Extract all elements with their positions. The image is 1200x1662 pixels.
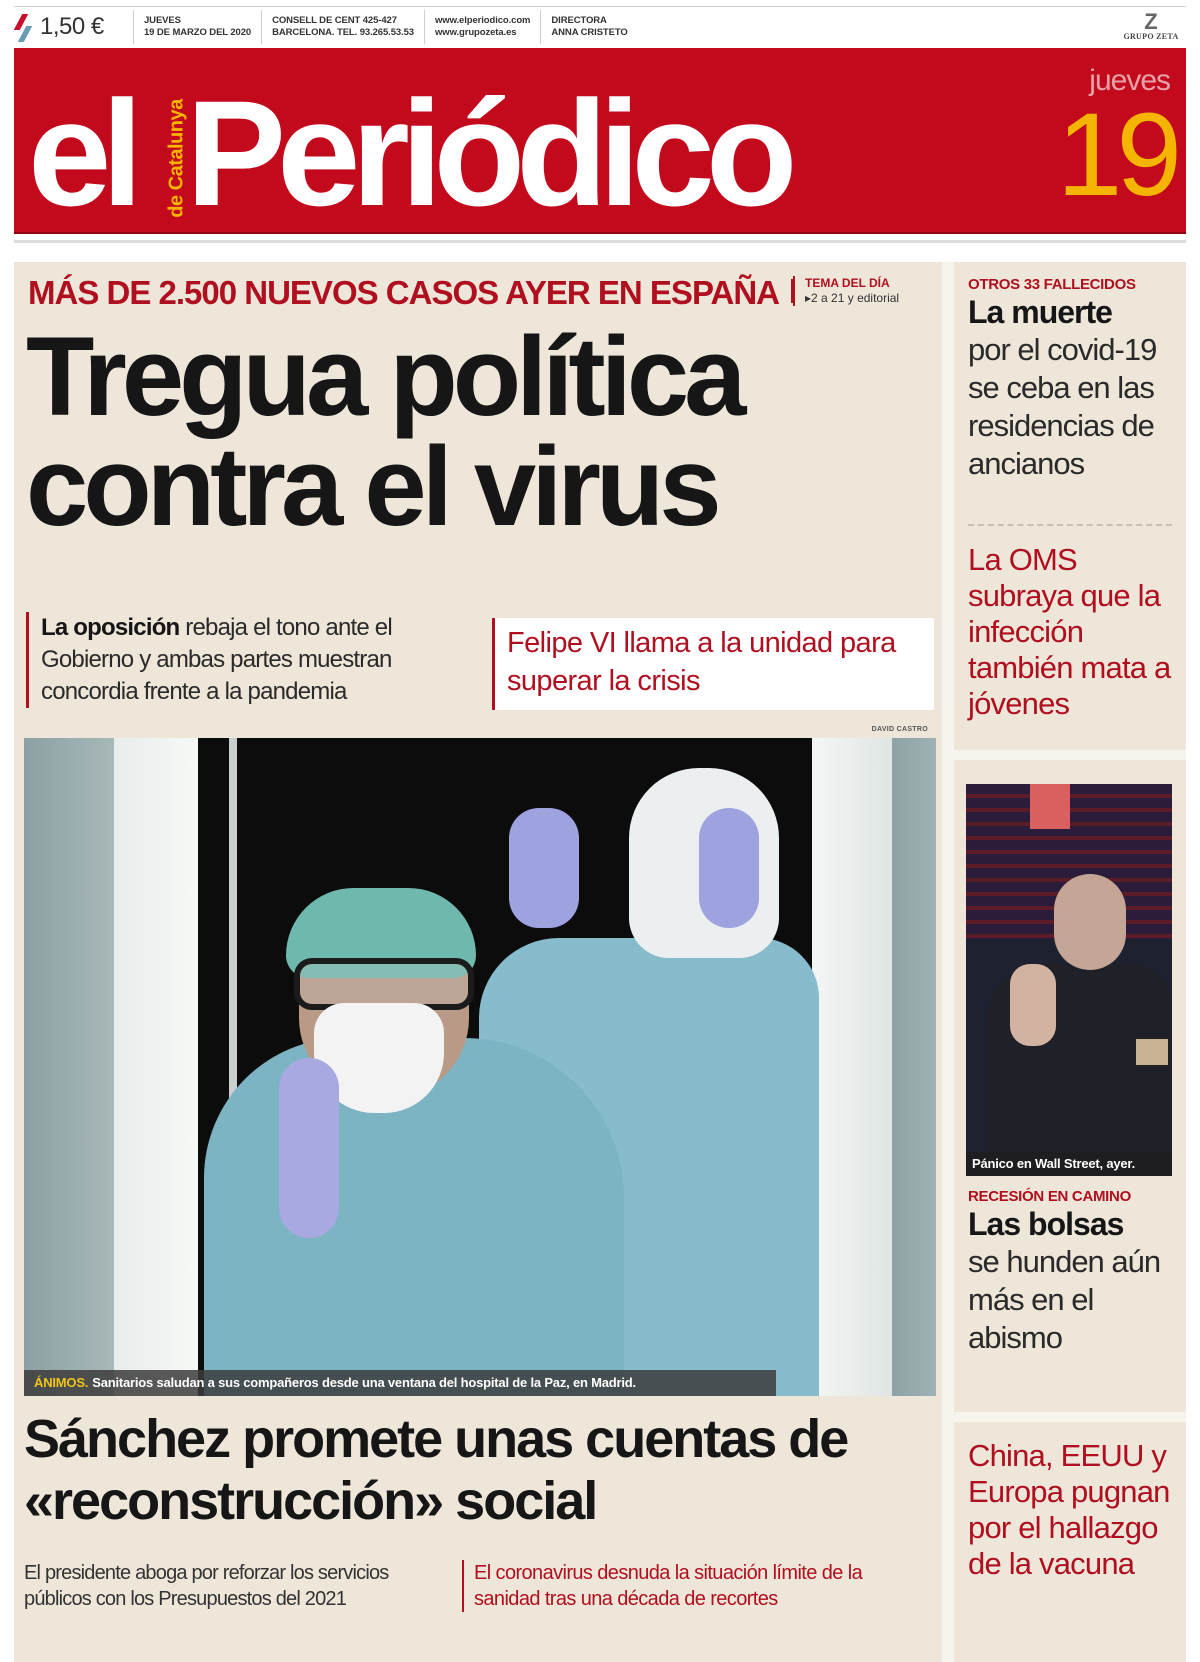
issue-weekday: JUEVES <box>144 14 181 26</box>
sidebar-story-bolsas[interactable] <box>968 1188 1178 1357</box>
story-text: China, EEUU y Europa pugnan por el hallazgo de la vacuna <box>968 1438 1170 1581</box>
caption-lead: ÁNIMOS. <box>34 1375 89 1390</box>
websites <box>425 10 541 44</box>
brand-title: Periódico <box>186 69 789 234</box>
masthead-rule <box>14 240 1186 243</box>
sidebar-separator <box>954 750 1186 760</box>
lead-headline-line2: contra el virus <box>26 424 717 549</box>
website-link-grupozeta[interactable]: www.grupozeta.es <box>435 26 517 38</box>
subhead-bold-lead: La oposición <box>41 614 180 641</box>
story-kicker: RECESIÓN EN CAMINO <box>968 1188 1131 1205</box>
caption-text: Sanitarios saludan a sus compañeros desde una ventana del hospital de la Paz, en Madrid. <box>92 1375 636 1390</box>
second-subhead-right[interactable]: El coronavirus desnuda la situación límite de la sanidad tras una década de recortes <box>462 1560 932 1612</box>
sidebar-separator <box>954 1412 1186 1422</box>
price-box <box>14 10 134 44</box>
column-gutter <box>942 262 954 1662</box>
photo-credit: DAVID CASTRO <box>871 726 928 733</box>
sidebar-column <box>954 262 1186 1662</box>
director-label: DIRECTORA <box>551 14 607 26</box>
grupo-zeta-name: GRUPO ZETA <box>1123 32 1179 41</box>
issue-full-date: 19 DE MARZO DEL 2020 <box>144 26 252 38</box>
director-name: ANNA CRISTETO <box>551 26 628 38</box>
lead-photo[interactable] <box>24 738 936 1396</box>
lead-headline-line1: Tregua política <box>26 314 742 439</box>
website-link-periodico[interactable]: www.elperiodico.com <box>435 14 531 26</box>
sidebar-story-oms[interactable] <box>968 542 1178 722</box>
second-headline[interactable]: Sánchez promete unas cuentas de «reconstrucción» social <box>24 1409 848 1531</box>
periodico-mark-icon <box>14 12 36 42</box>
lead-kicker-row <box>28 274 899 312</box>
lead-subhead-opposition[interactable] <box>26 612 466 708</box>
lead-kicker: MÁS DE 2.500 NUEVOS CASOS AYER EN ESPAÑA <box>28 274 780 311</box>
story-text: La OMS subraya que la infección también mata a jóvenes <box>968 542 1171 721</box>
grupo-zeta-logo <box>1116 9 1186 41</box>
dashed-divider <box>968 524 1172 526</box>
masthead <box>14 48 1186 234</box>
grupo-zeta-icon: Z <box>1144 9 1158 34</box>
top-info-strip <box>14 6 1186 46</box>
tema-del-dia[interactable] <box>793 276 899 306</box>
cover-price: 1,50 € <box>40 12 104 40</box>
wall-street-caption: Pánico en Wall Street, ayer. <box>966 1152 1172 1176</box>
photo-caption <box>24 1370 776 1396</box>
lead-headline[interactable] <box>26 314 946 549</box>
sidebar-story-vacuna[interactable] <box>968 1438 1178 1582</box>
brand-el: el <box>28 69 134 234</box>
director-credit <box>541 10 637 44</box>
subhead-text: rebaja el tono ante el Gobierno y ambas partes muestran concordia frente a la pandemia <box>41 614 392 705</box>
brand-subtitle: de Catalunya <box>165 99 188 218</box>
story-headline: Las bolsas <box>968 1206 1124 1242</box>
story-headline: La muerte <box>968 294 1112 330</box>
newsroom-address <box>262 10 425 44</box>
wall-street-photo[interactable] <box>966 784 1172 1176</box>
main-column <box>14 262 942 1662</box>
story-body: se hunden aún más en el abismo <box>968 1244 1161 1355</box>
issue-date <box>134 10 262 44</box>
flag-patch-icon <box>1136 1039 1168 1065</box>
second-subhead-left[interactable]: El presidente aboga por reforzar los servicios públicos con los Presupuestos del 2021 <box>24 1562 389 1610</box>
story-body: por el covid-19 se ceba en las residencias de ancianos <box>968 332 1157 481</box>
masthead-weekday: jueves <box>1089 64 1170 97</box>
tema-label: TEMA DEL DÍA <box>805 276 890 290</box>
story-kicker: OTROS 33 FALLECIDOS <box>968 276 1136 293</box>
masthead-day-number: 19 <box>1056 89 1176 221</box>
tema-pages: ▸2 a 21 y editorial <box>805 291 900 305</box>
address-street: CONSELL DE CENT 425-427 <box>272 14 397 26</box>
lead-subhead-felipe[interactable]: Felipe VI llama a la unidad para superar la crisis <box>492 618 934 710</box>
address-phone: BARCELONA. TEL. 93.265.53.53 <box>272 26 414 38</box>
sidebar-story-residencias[interactable] <box>968 276 1178 483</box>
